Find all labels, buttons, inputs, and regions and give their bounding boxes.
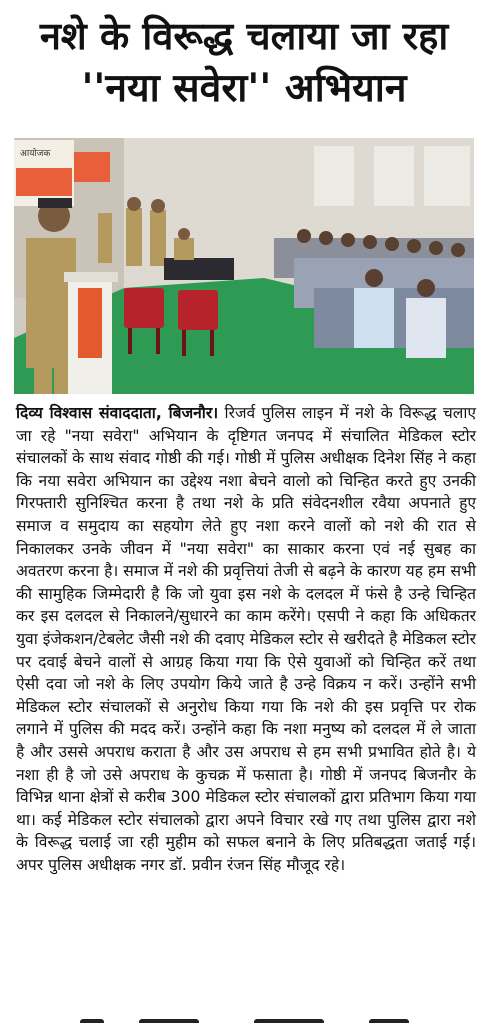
banner-text: आयोजक [20,149,51,159]
headline-line-2: ''नया सवेरा'' अभियान [81,66,407,111]
article-byline: दिव्य विश्वास संवाददाता, बिजनौर। [16,404,219,422]
headline [0,0,488,128]
article-text: रिजर्व पुलिस लाइन में नशे के विरूद्ध चलाए जा रहे "नया सवेरा" अभियान के दृष्टिगत जनपद में संचालित मेडिकल स्टोर संचालकों के साथ संवाद गोष्ठी की गई। गोष्ठी में पुलिस अधीक्षक दिनेश सिंह ने कहा कि नया सवेरा अभियान का उद्देश्य नशा बेचने वालो को चिन्हित करते हुए उनकी गिरफ्तारी सुनिश्चित करना है तथा नशे के प्रति संवेदनशील रवैया अपनाते हुए समाज व समुदाय का सहयोग लेते हुए नशा करने वालों को नशे की रात से निकालकर उनके जीवन में "नया सवेरा" का साकार करना एवं नई सुबह का अवतरण करना है। समाज में नशे की प्रवृत्तियां तेजी से बढ़ने के कारण यह हम सभी की सामुहिक जिम्मेदारी है कि जो युवा इस नशे के दलदल में फंसे है उन्हे चिन्हित कर इस दलदल से निकालने/सुधारने का काम करेंगे। एसपी ने कहा कि अधिकतर युवा इंजेकशन/टेबलेट जैसी नशे की दवाए मेडिकल स्टोर से खरीदते है मेडिकल स्टोर पर दवाई बेचने वालों से आग्रह किया गया कि ऐसे युवाओं को चिन्हित करें तथा ऐसी दवा जो नशे के लिए उपयोग किये जाते है उन्हे विक्रय न करें। उन्होंने सभी मेडिकल स्टोर संचालकों से अनुरोध किया गया कि नशे की इस प्रवृत्ति पर रोक लगाने में पुलिस की मदद करें। उन्होंने कहा कि नशा मनुष्य को दलदल में ले जाता है और उससे अपराध कराता है और उस अपराध से हम सभी प्रभावित होते है। ये नशा ही है जो उसे अपराध के कुचक्र में फसाता है। गोष्ठी में जनपद बिजनौर के विभिन्न थाना क्षेत्रों से करीब 300 मेडिकल स्टोर संचालकों द्वारा प्रतिभाग किया गया था। कई मेडिकल स्टोर संचालको द्वारा अपने विचार रखे गए तथा पुलिस द्वारा नशे के विरूद्ध चलाई जा रही मुहीम को सफल बनाने के लिए प्रतिबद्धता जताई गई। अपर पुलिस अधीक्षक नगर डॉ. प्रवीन रंजन सिंह मौजूद रहे। [16,404,477,874]
headline-line-1: नशे के विरूद्ध चलाया जा रहा [39,14,449,58]
article-body [16,402,476,876]
next-headline-cutoff [60,1012,440,1023]
news-photo [14,138,474,394]
hall-scene-illustration [14,138,474,394]
podium [64,272,118,394]
